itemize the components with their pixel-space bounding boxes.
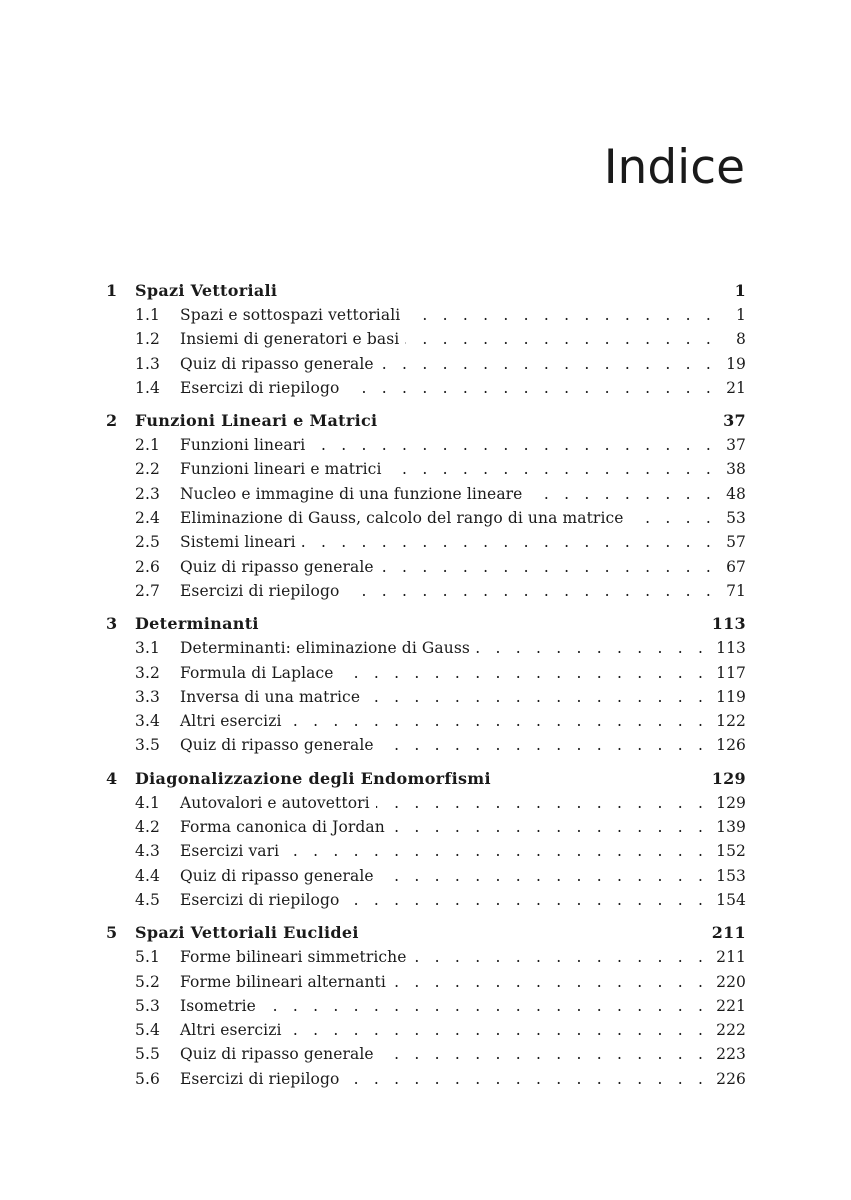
dot-leader [413, 945, 709, 969]
section-title: Nucleo e immagine di una funzione lineare [180, 484, 523, 503]
chapter-entry[interactable] [106, 409, 746, 433]
section-title: Insiemi di generatori e basi [180, 330, 400, 349]
section-number: 3.5 [135, 736, 160, 755]
dot-leader [262, 994, 708, 1018]
section-entry[interactable] [106, 888, 746, 912]
dot-leader [288, 709, 709, 733]
section-number: 2.3 [135, 484, 160, 503]
section-page-number: 220 [716, 972, 746, 991]
section-page-number: 21 [726, 378, 746, 397]
section-page-number: 129 [716, 793, 746, 812]
section-number: 4.5 [135, 890, 160, 909]
chapter-number: 3 [106, 614, 118, 634]
section-number: 3.3 [135, 687, 160, 706]
section-number: 3.1 [135, 639, 160, 658]
section-title: Quiz di ripasso generale [180, 736, 374, 755]
chapter-title: Determinanti [135, 614, 259, 634]
dot-leader [345, 579, 716, 603]
section-entry[interactable] [106, 791, 746, 815]
section-entry[interactable] [106, 1042, 746, 1066]
section-title: Esercizi vari [180, 842, 280, 861]
dot-leader [380, 864, 708, 888]
chapter-title: Spazi Vettoriali [135, 281, 278, 300]
chapter-number: 2 [106, 411, 118, 431]
section-entry[interactable] [106, 709, 746, 733]
section-title: Esercizi di riepilogo [180, 1069, 340, 1088]
section-number: 5.2 [135, 972, 160, 991]
section-title: Quiz di ripasso generale [180, 354, 374, 373]
section-page-number: 122 [716, 712, 746, 731]
section-number: 5.4 [135, 1021, 160, 1040]
section-entry[interactable] [106, 970, 746, 994]
section-page-number: 53 [726, 509, 746, 528]
dot-leader [376, 791, 708, 815]
section-page-number: 126 [716, 736, 746, 755]
dot-leader [380, 733, 708, 757]
section-entry[interactable] [106, 376, 746, 400]
dot-leader [406, 303, 716, 327]
section-entry[interactable] [106, 733, 746, 757]
section-number: 2.6 [135, 557, 160, 576]
section-entry[interactable] [106, 352, 746, 376]
section-title: Quiz di ripasso generale [180, 1045, 374, 1064]
chapter-number: 5 [106, 923, 118, 943]
section-entry[interactable] [106, 433, 746, 457]
toc-chapter [106, 921, 746, 1091]
section-page-number: 8 [736, 330, 746, 349]
section-number: 1.3 [135, 354, 160, 373]
section-page-number: 226 [716, 1069, 746, 1088]
section-number: 4.4 [135, 866, 160, 885]
section-entry[interactable] [106, 555, 746, 579]
page-title: Indice [603, 140, 745, 195]
section-number: 4.2 [135, 818, 160, 837]
chapter-title: Diagonalizzazione degli Endomorfismi [135, 768, 491, 788]
section-title: Altri esercizi [180, 1021, 282, 1040]
section-title: Sistemi lineari [180, 533, 296, 552]
section-title: Formula di Laplace [180, 663, 334, 682]
section-title: Altri esercizi [180, 712, 282, 731]
section-page-number: 117 [716, 663, 746, 682]
section-page-number: 152 [716, 842, 746, 861]
section-entry[interactable] [106, 457, 746, 481]
dot-leader [345, 1067, 708, 1091]
section-page-number: 222 [716, 1021, 746, 1040]
section-page-number: 48 [726, 484, 746, 503]
section-number: 2.2 [135, 460, 160, 479]
section-entry[interactable] [106, 530, 746, 554]
chapter-page-number: 113 [711, 614, 746, 634]
toc-chapter [106, 279, 746, 400]
chapter-title: Funzioni Lineari e Matrici [135, 411, 378, 431]
chapter-entry[interactable] [106, 612, 746, 636]
section-entry[interactable] [106, 815, 746, 839]
section-entry[interactable] [106, 1067, 746, 1091]
section-number: 5.3 [135, 996, 160, 1015]
section-number: 4.1 [135, 793, 160, 812]
section-page-number: 38 [726, 460, 746, 479]
toc-chapter [106, 409, 746, 603]
dot-leader [392, 970, 708, 994]
dot-leader [388, 457, 716, 481]
section-page-number: 37 [726, 436, 746, 455]
section-page-number: 119 [716, 687, 746, 706]
toc-chapter [106, 612, 746, 757]
section-number: 2.4 [135, 509, 160, 528]
dot-leader [288, 1018, 709, 1042]
chapter-entry[interactable] [106, 767, 746, 791]
dot-leader [630, 506, 716, 530]
section-title: Forma canonica di Jordan [180, 818, 385, 837]
section-number: 2.7 [135, 581, 160, 600]
dot-leader [380, 352, 716, 376]
dot-leader [528, 482, 716, 506]
section-title: Spazi e sottospazi vettoriali [180, 306, 401, 324]
dot-leader [345, 888, 708, 912]
section-page-number: 223 [716, 1045, 746, 1064]
dot-leader [345, 376, 716, 400]
dot-leader [380, 555, 716, 579]
section-page-number: 19 [726, 354, 746, 373]
dot-leader [380, 1042, 708, 1066]
chapter-page-number: 129 [711, 768, 746, 788]
dot-leader [366, 685, 708, 709]
dot-leader [285, 839, 708, 863]
section-title: Funzioni lineari e matrici [180, 460, 382, 479]
toc-chapter [106, 767, 746, 912]
section-number: 1.1 [135, 306, 160, 324]
section-entry[interactable] [106, 327, 746, 351]
section-number: 3.2 [135, 663, 160, 682]
section-number: 2.5 [135, 533, 160, 552]
chapter-page-number: 211 [711, 923, 746, 943]
section-page-number: 153 [716, 866, 746, 885]
dot-leader [340, 661, 709, 685]
section-title: Inversa di una matrice [180, 687, 361, 706]
chapter-number: 1 [106, 281, 118, 300]
dot-leader [476, 636, 708, 660]
section-title: Esercizi di riepilogo [180, 581, 340, 600]
section-page-number: 57 [726, 533, 746, 552]
section-number: 3.4 [135, 712, 160, 731]
section-entry[interactable] [106, 506, 746, 530]
section-page-number: 139 [716, 818, 746, 837]
chapter-entry[interactable] [106, 921, 746, 945]
chapter-title: Spazi Vettoriali Euclidei [135, 923, 359, 943]
section-title: Autovalori e autovettori [180, 793, 370, 812]
section-title: Determinanti: eliminazione di Gauss [180, 639, 470, 658]
section-title: Esercizi di riepilogo [180, 378, 340, 397]
section-number: 5.1 [135, 948, 160, 967]
section-page-number: 221 [716, 996, 746, 1015]
section-number: 1.2 [135, 330, 160, 349]
chapter-page-number: 37 [723, 411, 746, 431]
table-of-contents [106, 279, 746, 1100]
section-page-number: 67 [726, 557, 746, 576]
section-entry[interactable] [106, 661, 746, 685]
section-entry[interactable] [106, 839, 746, 863]
section-entry[interactable] [106, 303, 746, 327]
section-title: Forme bilineari alternanti [180, 972, 386, 991]
dot-leader [391, 815, 708, 839]
section-title: Forme bilineari simmetriche [180, 948, 407, 967]
section-title: Eliminazione di Gauss, calcolo del rango di una matrice [180, 509, 624, 528]
dot-leader [302, 530, 716, 554]
section-number: 5.5 [135, 1045, 160, 1064]
section-title: Isometrie [180, 996, 256, 1015]
section-entry[interactable] [106, 685, 746, 709]
section-page-number: 154 [716, 890, 746, 909]
section-title: Funzioni lineari [180, 436, 306, 455]
section-number: 5.6 [135, 1069, 160, 1088]
section-entry[interactable] [106, 864, 746, 888]
dot-leader [311, 433, 716, 457]
dot-leader [405, 327, 716, 351]
section-title: Esercizi di riepilogo [180, 890, 340, 909]
section-page-number: 1 [736, 306, 746, 324]
section-entry[interactable] [106, 994, 746, 1018]
section-title: Quiz di ripasso generale [180, 866, 374, 885]
section-number: 2.1 [135, 436, 160, 455]
section-entry[interactable] [106, 945, 746, 969]
chapter-entry[interactable] [106, 279, 746, 303]
section-title: Quiz di ripasso generale [180, 557, 374, 576]
section-number: 1.4 [135, 378, 160, 397]
section-number: 4.3 [135, 842, 160, 861]
section-entry[interactable] [106, 1018, 746, 1042]
section-page-number: 113 [716, 639, 746, 658]
section-entry[interactable] [106, 482, 746, 506]
section-entry[interactable] [106, 636, 746, 660]
chapter-page-number: 1 [734, 281, 746, 300]
chapter-number: 4 [106, 768, 118, 788]
section-entry[interactable] [106, 579, 746, 603]
section-page-number: 211 [716, 948, 746, 967]
section-page-number: 71 [726, 581, 746, 600]
